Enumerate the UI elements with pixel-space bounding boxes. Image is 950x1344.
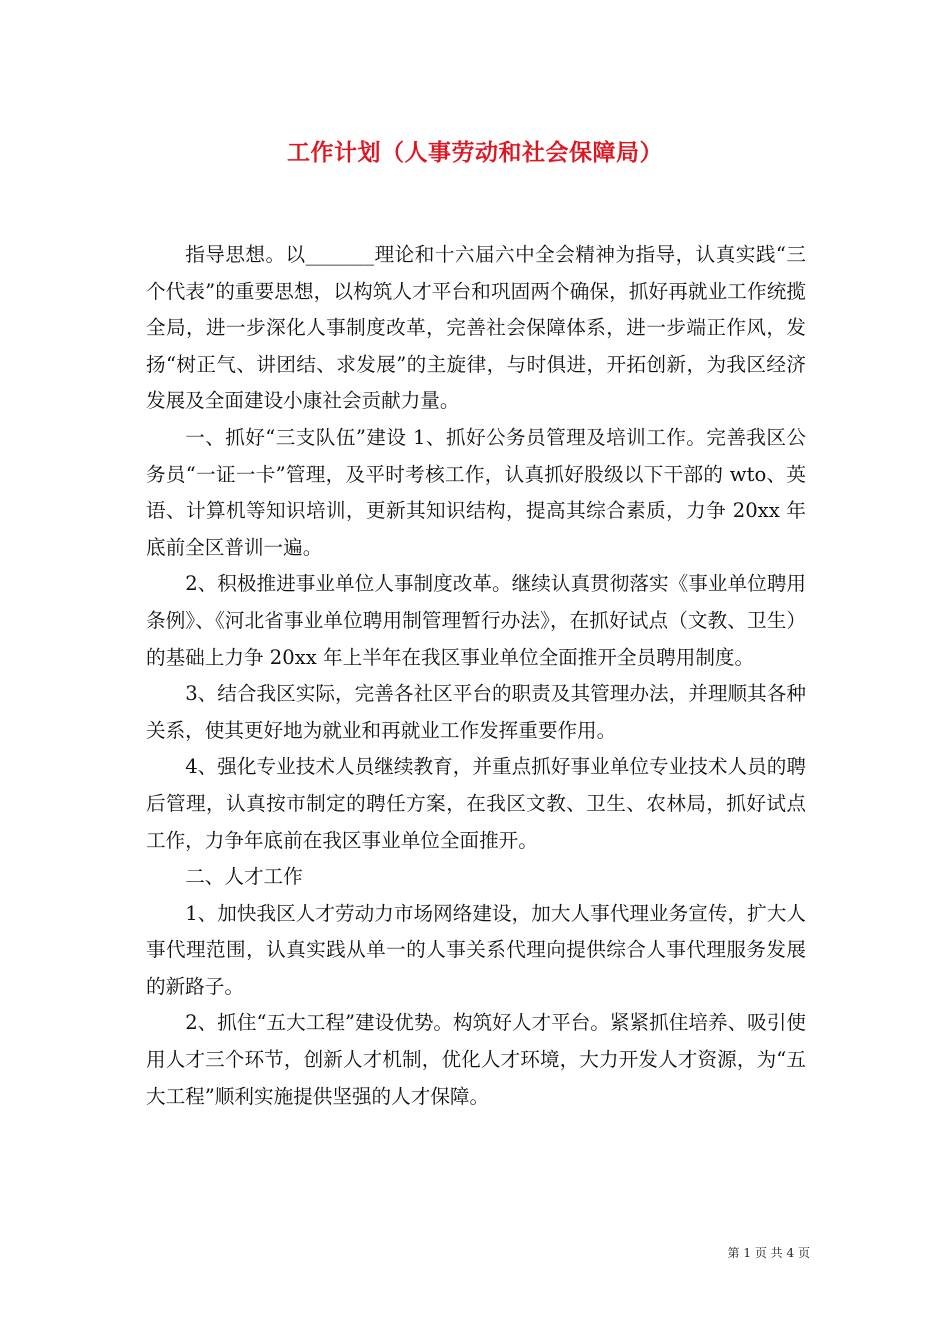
total-pages: 4 — [786, 1246, 795, 1260]
paragraph-section-1-item-2: 2、积极推进事业单位人事制度改革。继续认真贯彻落实《事业单位聘用条例》、《河北省事业单位聘用制管理暂行办法》，在抓好试点（文教、卫生）的基础上力争 20xx 年上半年在我区事业单位全面推开全员聘用制度。 — [146, 572, 806, 669]
paragraph-guiding-thought: 指导思想。以_______理论和十六届六中全会精神为指导，认真实践“三个代表”的重要思想，以构筑人才平台和巩固两个确保，抓好再就业工作统揽全局，进一步深化人事制度改革，完善社会保障体系，进一步端正作风，发扬“树正气、讲团结、求发展”的主旋律，与时俱进，开拓创新，为我区经济发展及全面建设小康社会贡献力量。 — [146, 243, 806, 413]
document-title: 工作计划（人事劳动和社会保障局） — [287, 139, 663, 166]
page-number-footer — [700, 1244, 810, 1261]
paragraph-section-1-item-3: 3、结合我区实际，完善各社区平台的职责及其管理办法，并理顺其各种关系，使其更好地为就业和再就业工作发挥重要作用。 — [146, 682, 806, 742]
document-body — [146, 237, 806, 1115]
page-label-suffix: 页 — [797, 1246, 810, 1260]
page-label-prefix: 第 — [727, 1246, 740, 1260]
paragraph-section-2-item-2: 2、抓住“五大工程”建设优势。构筑好人才平台。紧紧抓住培养、吸引使用人才三个环节，创新人才机制，优化人才环境，大力开发人才资源，为“五大工程”顺利实施提供坚强的人才保障。 — [146, 1011, 806, 1108]
page-label-middle: 页 共 — [754, 1246, 783, 1260]
section-heading-talent-work: 二、人才工作 — [185, 865, 303, 889]
paragraph-section-2-item-1: 1、加快我区人才劳动力市场网络建设，加大人事代理业务宣传，扩大人事代理范围，认真实践从单一的人事关系代理向提供综合人事代理服务发展的新路子。 — [146, 901, 806, 998]
current-page: 1 — [743, 1246, 752, 1260]
paragraph-section-1-item-4: 4、强化专业技术人员继续教育，并重点抓好事业单位专业技术人员的聘后管理，认真按市制定的聘任方案，在我区文教、卫生、农林局，抓好试点工作，力争年底前在我区事业单位全面推开。 — [146, 755, 806, 852]
paragraph-section-1-item-1: 一、抓好“三支队伍”建设 1、抓好公务员管理及培训工作。完善我区公务员“一证一卡”管理，及平时考核工作，认真抓好股级以下干部的 wto、英语、计算机等知识培训，更新其知识结构，提高其综合素质，力争 20xx 年底前全区普训一遍。 — [146, 425, 806, 559]
